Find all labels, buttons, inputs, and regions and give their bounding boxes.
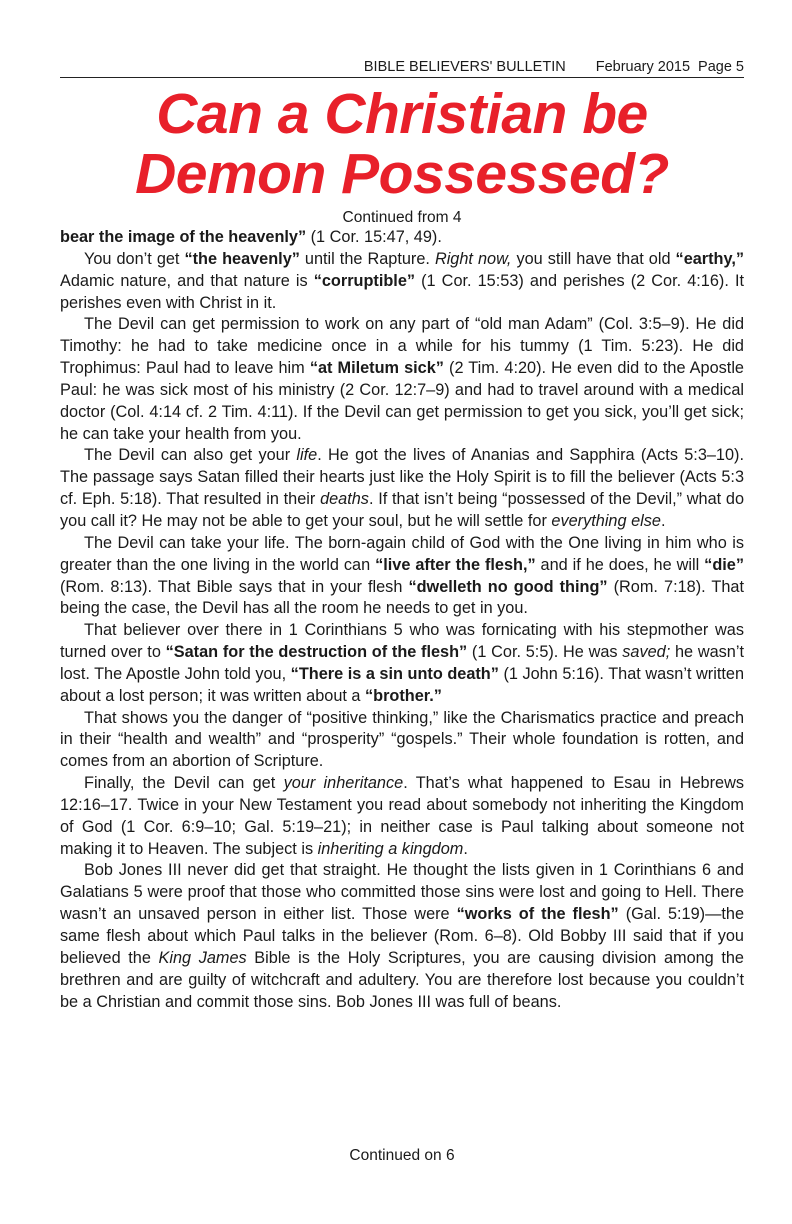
text-run: . That’s what happened to Esau in Hebrews 12:16–17. Twice in your New Testament you read about somebody not inheriting the Kingdom of God (1 Cor. 6:9–10; Gal. 5:19–21); in neither case is Paul talking about someone not making it to Heaven. The subject is [60, 774, 744, 858]
body-paragraph [60, 249, 744, 315]
body-paragraph [60, 620, 744, 707]
bold-quote: “dwelleth no good thing” [408, 577, 608, 596]
text-run: The Devil can take your life. The born-again child of God with the One living in him who is greater than the one living in the world can [60, 533, 744, 574]
page-number: Page 5 [698, 59, 744, 75]
text-run: (1 Cor. 5:5). He was [467, 643, 623, 662]
text-run: You don’t get [84, 249, 185, 268]
italic-emphasis: saved; [622, 643, 671, 662]
italic-emphasis: deaths [320, 490, 369, 509]
article-body [60, 227, 744, 1013]
body-paragraph [60, 227, 744, 249]
bold-quote: “earthy,” [675, 249, 745, 268]
text-run: you still have that old [511, 249, 676, 268]
bold-quote: bear the image of the heavenly” [60, 228, 307, 246]
text-run: (Gal. 5:19)—the same flesh about which Paul talks in the believer (Rom. 6–8). Old Bobby III said that if you believed the [60, 905, 744, 967]
body-paragraph [60, 314, 744, 445]
italic-emphasis: your inheritance [283, 774, 404, 793]
text-run: (2 Tim. 4:20). He even did to the Apostle Paul: he was sick most of his ministry (2 Cor. 12:7–9) and had to travel around with a medical doctor (Col. 4:14 cf. 2 Tim. 4:11). If the Devil can get permission to get you sick, you’ll get sick; he can take your health from you. [60, 359, 744, 443]
italic-emphasis: everything else [551, 511, 661, 530]
issue-date: February 2015 [595, 59, 691, 75]
text-run: (1 Cor. 15:53) and perishes (2 Cor. 4:16). It perishes even with Christ in it. [60, 271, 744, 312]
text-run: Adamic nature, and that nature is [60, 271, 314, 290]
text-run: Bible is the Holy Scriptures, you are causing division among the brethren and are guilty of witchcraft and adultery. You are therefore lost because you couldn’t be a Christian and commit those sins. Bob Jones III was full of beans. [60, 948, 744, 1011]
text-run: (Rom. 7:18). That being the case, the Devil has all the room he needs to get in you. [60, 577, 744, 618]
text-run: . He got the lives of Ananias and Sapphira (Acts 5:3–10). The passage says Satan filled their hearts just like the Holy Spirit is to fill the believer (Acts 5:3 cf. Eph. 5:18). That resulted in their [60, 446, 744, 509]
text-run: That shows you the danger of “positive thinking,” like the Charismatics practice and preach in their “health and wealth” and “prosperity” “gospels.” Their whole foundation is rotten, and comes from an abortion of Scripture. [60, 708, 744, 771]
italic-emphasis: life [296, 446, 318, 465]
italic-emphasis: Right now, [434, 249, 512, 268]
publication-name: BIBLE BELIEVERS' BULLETIN [363, 59, 566, 75]
continued-from-note: Continued from 4 [342, 209, 462, 226]
text-run: The Devil can also get your [84, 446, 297, 465]
text-run: until the Rapture. [299, 249, 435, 268]
bold-quote: “live after the flesh,” [375, 555, 536, 574]
bold-quote: “There is a sin unto death” [290, 664, 499, 683]
text-run: Bob Jones III never did get that straight. He thought the lists given in 1 Corinthians 6 and Galatians 5 were proof that those who committed those sins were lost and going to Hell. There wasn’t an unsaved person in either list. Those were [60, 861, 744, 924]
page-header [60, 58, 744, 78]
italic-emphasis: King James [158, 948, 247, 967]
body-paragraph [60, 860, 744, 1013]
text-run: The Devil can get permission to work on any part of “old man Adam” (Col. 3:5–9). He did Timothy: he had to take medicine once in a while for his tummy (1 Tim. 5:23). He did Trophimus: Paul had to leave him [60, 315, 744, 378]
body-paragraph [60, 773, 744, 860]
text-run: (Rom. 8:13). That Bible says that in your flesh [60, 577, 409, 596]
text-run: . [463, 839, 468, 858]
title-line-1: Can a Christian be [156, 82, 648, 146]
bold-quote: “the heavenly” [184, 249, 300, 268]
bold-quote: “at Miletum sick” [309, 359, 444, 378]
italic-emphasis: inheriting a kingdom [317, 839, 464, 858]
text-run: and if he does, he will [535, 555, 705, 574]
bold-quote: “Satan for the destruction of the flesh” [165, 643, 468, 662]
text-run: . If that isn’t being “possessed of the Devil,” what do you call it? He may not be able to get your soul, but he will settle for [60, 490, 744, 530]
bold-quote: “die” [704, 555, 744, 574]
body-paragraph [60, 533, 744, 620]
body-paragraph [60, 708, 744, 774]
bold-quote: “corruptible” [313, 271, 416, 290]
bold-quote: “works of the flesh” [456, 905, 619, 924]
text-run: Finally, the Devil can get [84, 774, 284, 793]
bold-quote: “brother.” [365, 686, 442, 705]
body-paragraph [60, 445, 744, 532]
article-title [60, 84, 744, 204]
text-run: he wasn’t lost. The Apostle John told you, [60, 643, 744, 683]
title-line-2: Demon Possessed? [135, 142, 669, 206]
continued-on-note: Continued on 6 [349, 1147, 455, 1164]
text-run: That believer over there in 1 Corinthians 5 who was fornicating with his stepmother was turned over to [60, 621, 744, 662]
text-run: (1 Cor. 15:47, 49). [306, 228, 442, 246]
text-run: (1 John 5:16). That wasn’t written about a lost person; it was written about a [60, 664, 744, 705]
text-run: . [660, 511, 666, 530]
